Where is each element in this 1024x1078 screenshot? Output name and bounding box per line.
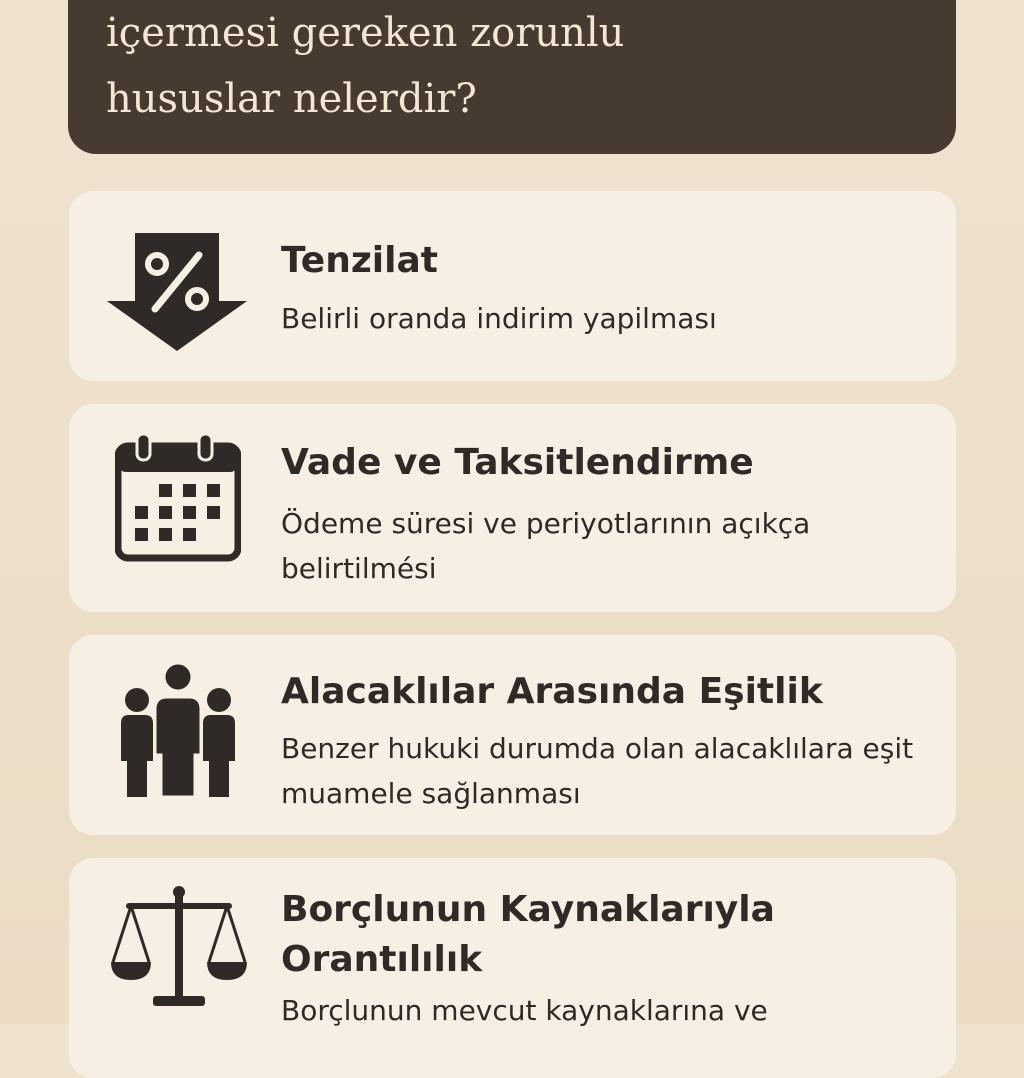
card-alacaklilar-esitlik (69, 635, 956, 835)
page-title (106, 0, 926, 132)
header-banner (68, 0, 956, 154)
card-title: Tenzilat (281, 240, 438, 281)
card-description: Borçlunun mevcut kaynaklarına ve (281, 994, 768, 1027)
people-group-icon (115, 663, 241, 799)
calendar-icon (115, 432, 241, 562)
card-title: Alacaklılar Arasında Eşitlik (281, 671, 823, 712)
card-title: Vade ve Taksitlendirme (281, 442, 754, 483)
card-description: Belirli oranda indirim yapilması (281, 302, 717, 335)
card-tenzilat (69, 191, 956, 381)
card-description: Ödeme süresi ve periyotlarının açıkça belirtilmési (281, 507, 811, 585)
page-title-line-1: içermesi gereken zorunlu (106, 10, 625, 56)
card-title: Borçlunun Kaynaklarıyla Orantılılık (281, 889, 775, 980)
scales-icon (109, 886, 249, 1010)
card-borclu-orantililik (69, 858, 956, 1078)
page-title-line-2: hususlar nelerdir? (106, 76, 477, 122)
percent-down-arrow-icon (105, 231, 249, 353)
card-description: Benzer hukuki durumda olan alacaklılara eşit muamele sağlanması (281, 732, 914, 810)
card-vade-taksitlendirme (69, 404, 956, 612)
